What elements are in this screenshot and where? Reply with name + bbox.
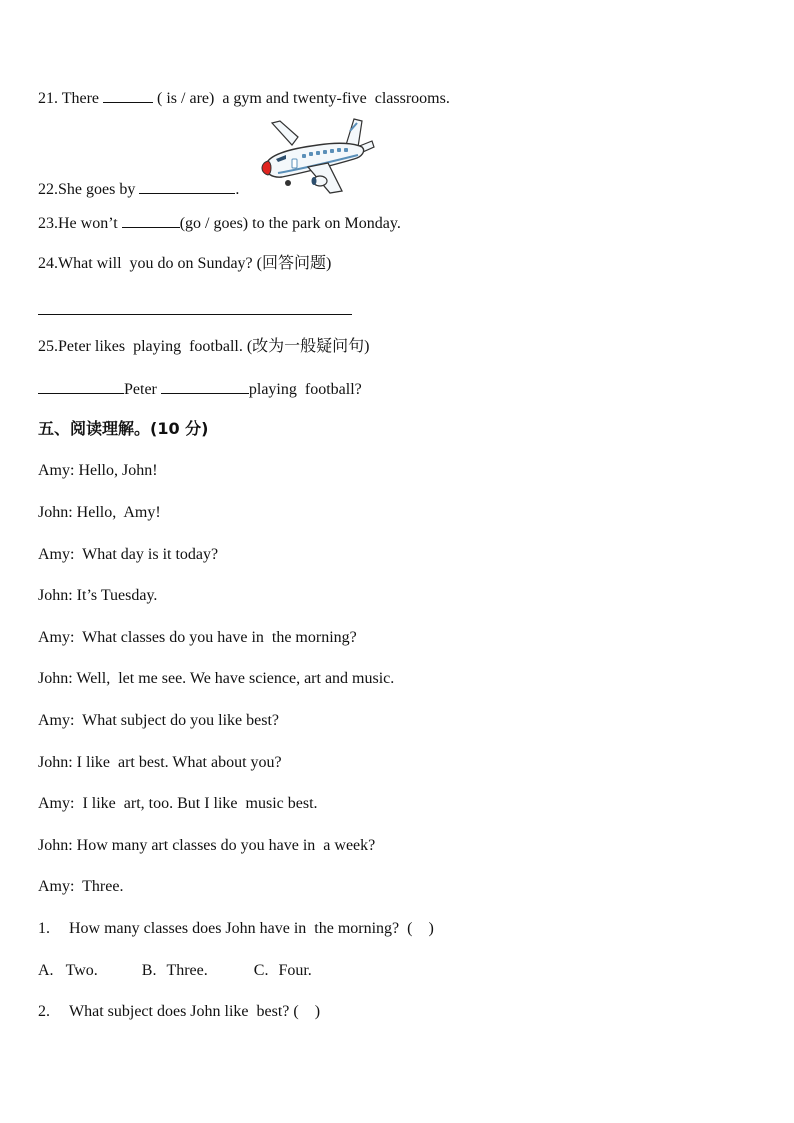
option-label: B. (141, 962, 157, 979)
question-21 (38, 87, 450, 109)
question-text: Peter likes playing football. (改为一般疑问句) (58, 338, 370, 355)
option-label: A. (38, 962, 54, 979)
question-number: 22. (38, 181, 58, 198)
option-text: Four. (278, 962, 312, 979)
dialogue-line: Amy: Hello, John! (38, 462, 158, 479)
question-text: How many classes does John have in the morning? ( ) (69, 920, 434, 937)
dialogue-line: John: Hello, Amy! (38, 504, 161, 521)
question-text: What will you do on Sunday? (回答问题) (58, 255, 332, 272)
comprehension-question-1 (38, 919, 434, 939)
dialogue-line: Amy: What subject do you like best? (38, 712, 279, 729)
comprehension-question-2 (38, 1002, 320, 1022)
dialogue-line: John: Well, let me see. We have science, art and music. (38, 670, 395, 687)
question-22 (38, 178, 239, 200)
answer-options (38, 961, 312, 981)
section-heading: 五、阅读理解。(10 分) (38, 419, 209, 438)
question-number: 1. (38, 920, 50, 937)
question-number: 2. (38, 1003, 50, 1020)
question-24 (38, 254, 331, 274)
question-number: 23. (38, 215, 58, 232)
dialogue-line: Amy: What classes do you have in the morning? (38, 629, 357, 646)
question-text: ( is / are) a gym and twenty-five classrooms. (153, 90, 450, 107)
question-number: 25. (38, 338, 58, 355)
dialogue-line: Amy: Three. (38, 878, 124, 895)
option-c[interactable] (254, 962, 312, 979)
answer-blank[interactable] (103, 87, 153, 103)
answer-blank[interactable] (161, 378, 249, 394)
option-text: Three. (166, 962, 208, 979)
answer-text: playing football? (248, 381, 362, 398)
question-text: There (58, 90, 104, 107)
airplane-icon (258, 115, 376, 195)
question-25 (38, 337, 370, 357)
option-b[interactable] (142, 962, 208, 979)
question-text: What subject does John like best? ( ) (69, 1003, 321, 1020)
dialogue-line: Amy: I like art, too. But I like music best. (38, 795, 318, 812)
answer-text: Peter (124, 381, 161, 398)
question-text: He won’t (58, 215, 122, 232)
dialogue-line: John: How many art classes do you have in a week? (38, 837, 376, 854)
dialogue-line: John: I like art best. What about you? (38, 754, 282, 771)
option-a[interactable] (38, 962, 98, 979)
answer-blank[interactable] (122, 212, 180, 228)
answer-blank[interactable] (38, 378, 124, 394)
question-text: (go / goes) to the park on Monday. (179, 215, 401, 232)
question-23 (38, 212, 401, 234)
question-number: 24. (38, 255, 58, 272)
answer-blank[interactable] (139, 178, 235, 194)
question-25-answer (38, 378, 362, 400)
question-text: She goes by (58, 181, 140, 198)
answer-line[interactable] (38, 314, 352, 315)
dialogue-line: Amy: What day is it today? (38, 546, 219, 563)
dialogue-line: John: It’s Tuesday. (38, 587, 158, 604)
option-text: Two. (65, 962, 98, 979)
question-text: . (235, 181, 240, 198)
option-label: C. (253, 962, 269, 979)
question-number: 21. (38, 90, 58, 107)
